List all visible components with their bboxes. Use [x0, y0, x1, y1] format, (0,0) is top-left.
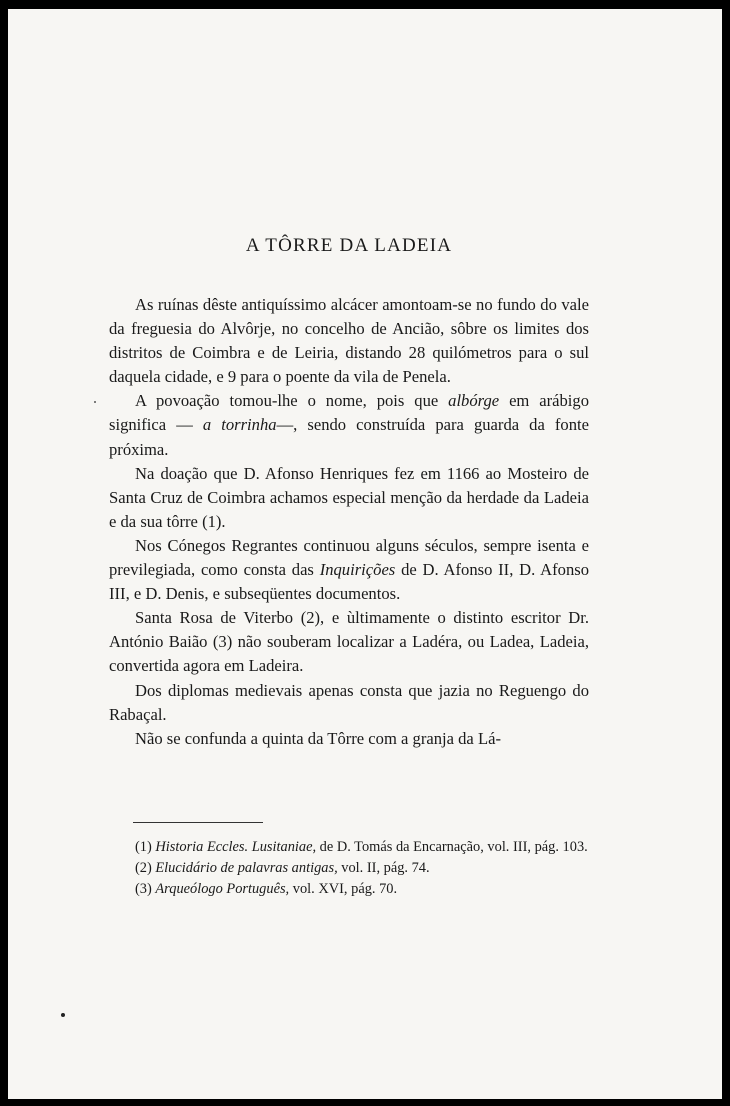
footnote-separator [133, 822, 263, 823]
text-segment: Não se confunda a quinta da Tôrre com a granja da Lá- [135, 728, 501, 748]
text-segment: de D. Afonso II, D. Afonso III, e D. Denis, e subseqüentes documentos. [109, 560, 590, 604]
italic-text: a torrinha [202, 415, 277, 435]
paragraph [109, 679, 589, 727]
text-segment: Nos Cónegos Regrantes continuou alguns séculos, sempre isenta e previlegiada, como consta das [109, 535, 589, 580]
text-segment: (2) [135, 860, 156, 876]
page-mark [61, 1013, 65, 1017]
text-segment: vol. XVI, pág. 70. [289, 881, 398, 897]
scanned-page [8, 9, 722, 1099]
text-segment: (3) [135, 881, 156, 897]
page-speck [94, 401, 96, 403]
text-segment: Dos diplomas medievais apenas consta que jazia no Reguengo do Rabaçal. [109, 680, 589, 724]
paragraph [109, 534, 589, 606]
italic-text: Historia Eccles. Lusitaniae, [155, 839, 317, 855]
italic-text: albórge [448, 391, 500, 411]
body-text [109, 293, 589, 751]
paragraph [109, 293, 589, 389]
text-segment: (1) [135, 839, 156, 855]
paragraph [109, 389, 589, 461]
text-segment: Na doação que D. Afonso Henriques fez em 1166 ao Mosteiro de Santa Cruz de Coimbra achamos especial menção da herdade da Ladeia e da sua tôrre (1). [109, 463, 589, 531]
paragraph [109, 606, 589, 678]
footnote [109, 858, 589, 879]
text-segment: de D. Tomás da Encarnação, vol. III, pág. 103. [316, 839, 588, 855]
paragraph [109, 727, 589, 751]
footnote [109, 879, 589, 900]
text-segment: em arábigo significa — [109, 391, 589, 435]
text-segment: Santa Rosa de Viterbo (2), e ùltimamente o distinto escritor Dr. António Baião (3) não souberam localizar a Ladéra, ou Ladea, Ladeia, convertida agora em Ladeira. [109, 608, 589, 676]
footnote [109, 837, 589, 858]
page-title: A TÔRRE DA LADEIA [245, 235, 453, 256]
paragraph [109, 462, 589, 534]
text-segment: vol. II, pág. 74. [337, 860, 430, 876]
italic-text: Arqueólogo Português, [155, 881, 290, 897]
text-segment: —, sendo construída para guarda da fonte próxima. [109, 415, 589, 459]
text-segment: As ruínas dêste antiquíssimo alcácer amontoam-se no fundo do vale da freguesia do Alvôrje, no concelho de Ancião, sôbre os limites dos distritos de Coimbra e de Leiria, distando 28 quilómetros para o sul daquela cidade, e 9 para o poente da vila de Penela. [109, 295, 589, 387]
italic-text: Elucidário de palavras antigas, [155, 860, 338, 876]
footnotes [109, 837, 589, 900]
italic-text: Inquirições [319, 560, 396, 580]
text-segment: A povoação tomou-lhe o nome, pois que [135, 391, 449, 411]
